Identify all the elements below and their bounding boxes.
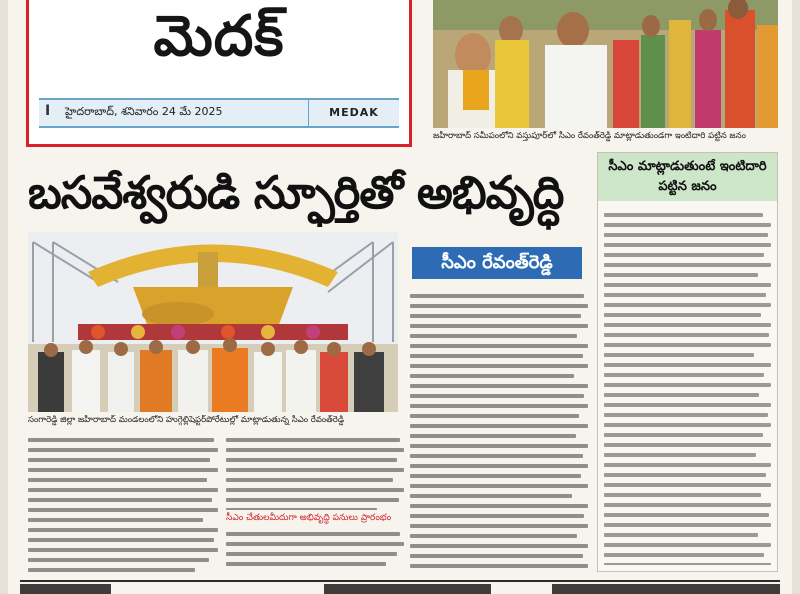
main-photo-image: [28, 232, 398, 412]
top-photo-caption: జహీరాబాద్ సమీపంలోని వస్తుపూర్‌లో సీఎం రేవంత్‌రెడ్డి మాట్లాడుతుండగా ఇంటిదారి పట్టిన జనం: [433, 131, 746, 141]
headline: బసవేశ్వరుడి స్ఫూర్తితో అభివృద్ధి: [28, 166, 564, 219]
sidebar-story-title: సీఎం మాట్లాడుతుంటే ఇంటిదారి పట్టిన జనం: [598, 153, 777, 201]
article-column-middle-continued: [226, 526, 404, 572]
article-subhead: సీఎం చేతులమీదుగా అభివృద్ధి పనులు ప్రారంభం: [226, 513, 392, 523]
author-tag: సీఎం రేవంత్‌రెడ్డి: [412, 247, 582, 279]
article-column-right: [410, 288, 588, 568]
dateline-text: హైదరాబాద్, శనివారం 24 మే 2025: [65, 105, 223, 118]
sidebar-story-text: [604, 207, 771, 565]
masthead-title: మెదక్: [153, 4, 285, 69]
masthead: [26, 0, 412, 147]
top-photo-image: [433, 0, 778, 128]
article-column-middle: [226, 432, 404, 510]
main-photo-caption: సంగారెడ్డి జిల్లా జహీరాబాద్ మండలంలోని హుగ్గెల్లిషెప్టర్‌పోరేటుల్లో మాట్లాడుతున్న సీఎం రేవంత్‌రెడ్డి: [28, 415, 345, 425]
next-story-strip: [20, 584, 780, 594]
bottom-rule: [20, 580, 780, 582]
right-page-edge: [791, 0, 800, 594]
edition-mark: I: [45, 103, 51, 119]
article-column-left: [28, 432, 218, 572]
edition-name: MEDAK: [308, 100, 399, 126]
top-photo: [433, 0, 778, 128]
sidebar-story: [597, 152, 778, 572]
dateline-bar: [39, 98, 399, 128]
main-photo: [28, 232, 398, 412]
